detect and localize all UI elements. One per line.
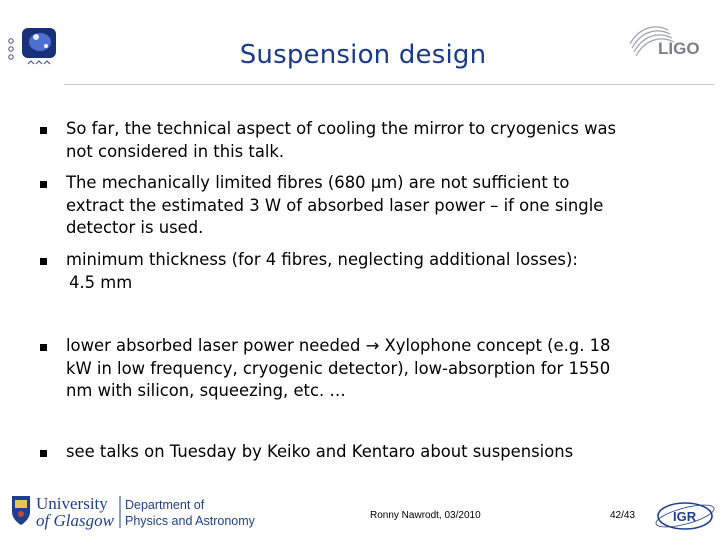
slide-title: Suspension design — [239, 40, 487, 70]
department-line2: Physics and Astronomy — [125, 514, 255, 528]
title-divider — [64, 84, 714, 85]
igr-logo-icon — [654, 498, 716, 534]
bullet-square-icon — [40, 181, 47, 188]
bullet-text: see talks on Tuesday by Keiko and Kentaro about suspensions — [66, 442, 574, 461]
university-name-line1: University — [36, 494, 108, 513]
university-of-glasgow-logo — [10, 492, 260, 530]
footer-author-date: Ronny Nawrodt, 03/2010 — [370, 510, 481, 521]
bullet-text: The mechanically limited fibres (680 µm) are not sufficient to extract the estimated 3 W of absorbed laser power – if one single detector is used. — [66, 173, 604, 237]
bullet-square-icon — [40, 258, 47, 265]
ligo-logo-icon — [628, 20, 708, 64]
bullet-square-icon — [40, 344, 47, 351]
bullet-square-icon — [40, 450, 47, 457]
university-name-line2: of Glasgow — [36, 511, 114, 530]
bullet-square-icon — [40, 127, 47, 134]
bullet-text: lower absorbed laser power needed → Xylophone concept (e.g. 18 kW in low frequency, cryogenic detector), low-absorption for 1550 nm with silicon, squeezing, etc. … — [66, 336, 611, 400]
bullet-text: So far, the technical aspect of cooling the mirror to cryogenics was not considered in this talk. — [66, 119, 617, 161]
ligo-logo-text: LIGO — [658, 39, 700, 58]
footer-page-number: 42/43 — [610, 510, 636, 521]
department-line1: Department of — [125, 498, 205, 512]
igr-logo-text: IGR — [673, 509, 697, 524]
bullet-text: minimum thickness (for 4 fibres, neglecting additional losses): 4.5 mm — [66, 250, 578, 292]
